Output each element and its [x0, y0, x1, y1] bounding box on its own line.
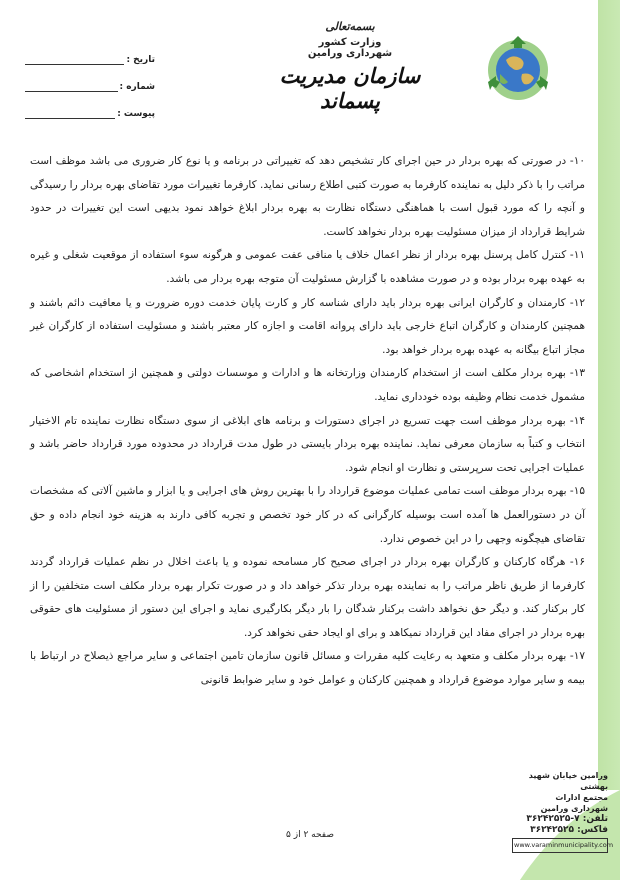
clause-14: ۱۴- بهره بردار موظف است جهت تسریع در اجرای دستورات و برنامه های ابلاغی از سوی دستگاه نظارت نماینده تام الاختیار انتخاب و کتباً به سازمان معرفی نماید. نماینده بهره بردار بایستی در طول مدت قرارداد در محدوده مورد قرارداد حاضر باشد و عملیات اجرایی تحت سرپرستی و نظارت او انجام شود. — [30, 414, 585, 474]
letter-body — [30, 150, 585, 693]
clause-11: ۱۱- کنترل کامل پرسنل بهره بردار از نظر اعمال خلاف یا منافی عفت عمومی و هرگونه سوء استفاده از موقعیت شغلی و غیره به عهده بهره بردار بوده و در صورت مشاهده با گزارش مسئولیت آن متوجه بهره بردار می باشد. — [30, 249, 585, 285]
footer-address: ورامین خیابان شهید بهشتی — [528, 771, 608, 791]
clause-17: ۱۷- بهره بردار مکلف و متعهد به رعایت کلیه مقررات و مسائل قانون سازمان تامین اجتماعی و سایر مراجع ذیصلاح در ارتباط با بیمه و سایر موارد موضوع قرارداد و همچنین کارکنان و عوامل خود و سایر ضوابط قانونی — [30, 650, 585, 687]
footer-city: شهرداری ورامین — [540, 804, 608, 813]
reference-fields — [25, 38, 155, 119]
letterhead — [0, 0, 620, 140]
recycling-globe-logo-icon — [478, 28, 558, 108]
number-line — [25, 82, 118, 92]
footer-website: www.varaminmunicipality.com — [512, 838, 608, 853]
clause-10: ۱۰- در صورتی که بهره بردار در حین اجرای کار تشخیص دهد که تغییراتی در برنامه و یا نوع کار ضروری می باشد موظف است مراتب را با ذکر دلیل به نماینده کارفرما به صورت کتبی اطلاع رسانی نماید. کارفرما تغییرات مورد تقاضای بهره بردار را رسیدگی و آنچه را که مورد قبول است با هماهنگی دستگاه نظارت به بهره بردار ابلاغ خواهد نمود بدیهی است این تغییرات در حدود شرایط قرارداد از میزان مسئولیت بهره بردار نخواهد کاست. — [30, 155, 585, 238]
footer-fax: فاکس: ۳۶۲۴۲۵۲۵ — [530, 825, 608, 835]
number-field — [25, 65, 155, 92]
footer-complex: مجتمع ادارات — [555, 793, 608, 802]
attachment-field — [25, 92, 155, 119]
page-number: صفحه ۲ از ۵ — [286, 830, 334, 840]
number-label: شماره : — [119, 82, 155, 92]
date-line — [25, 55, 124, 65]
attachment-label: پیوست : — [117, 109, 155, 119]
clause-15: ۱۵- بهره بردار موظف است تمامی عملیات موضوع قرارداد را با بهترین روش های اجرایی و یا ابزار و ماشین آلاتی که مشخصات آن در دستورالعمل ها آمده است بوسیله کارگرانی که در کار خود تخصص و تجربه کافی دارند به هزینه خود انجام داده و حق تقاضای هیچگونه وجهی را در این خصوص ندارد. — [30, 485, 585, 545]
municipality-name: شهرداری ورامین — [307, 48, 393, 59]
clause-16: ۱۶- هرگاه کارکنان و کارگران بهره بردار در اجرای صحیح کار مسامحه نموده و یا باعث اخلال در نظم عملیات قرارداد گردند کارفرما از طریق ناظر مراتب را به نماینده بهره بردار تذکر خواهد داد و در صورت تکرار بهره بردار مکلف است متخلفین را از کار برکنار کند. و دیگر حق نخواهد داشت برکنار شدگان را بار دیگر بکارگیری نماید و اجرای این دستور از مسئولیت های حقوقی بهره بردار در اجرای مفاد این قرارداد نمیکاهد و برای او ایجاد حقی نخواهد کرد. — [30, 556, 585, 639]
basmala: بسمه‌تعالی — [325, 20, 375, 33]
organization-name: سازمان مدیریت پسماند — [279, 63, 421, 113]
clause-13: ۱۳- بهره بردار مکلف است از استخدام کارمندان وزارتخانه ها و ادارات و موسسات دولتی و همچنین از استخدام اشخاصی که مشمول خدمت نظام وظیفه بوده خودداری نماید. — [30, 367, 585, 403]
date-label: تاریخ : — [126, 55, 155, 65]
date-field — [25, 38, 155, 65]
footer-phone: تلفن: ۷-۳۶۲۴۲۵۲۵ — [526, 814, 608, 824]
attachment-line — [25, 109, 115, 119]
clause-12: ۱۲- کارمندان و کارگران ایرانی بهره بردار باید دارای شناسه کار و کارت پایان خدمت دوره ضرورت و یا معافیت دائم باشند و همچنین کارمندان و کارگران اتباع خارجی باید دارای پروانه اقامت و اجازه کار معتبر باشند و مسئولیت استفاده از کارگران غیر مجاز اتباع بیگانه به عهده بهره بردار خواهد بود. — [30, 296, 585, 356]
contact-box — [512, 770, 614, 860]
title-block — [250, 20, 450, 113]
ministry-name: وزارت کشور — [318, 37, 382, 48]
